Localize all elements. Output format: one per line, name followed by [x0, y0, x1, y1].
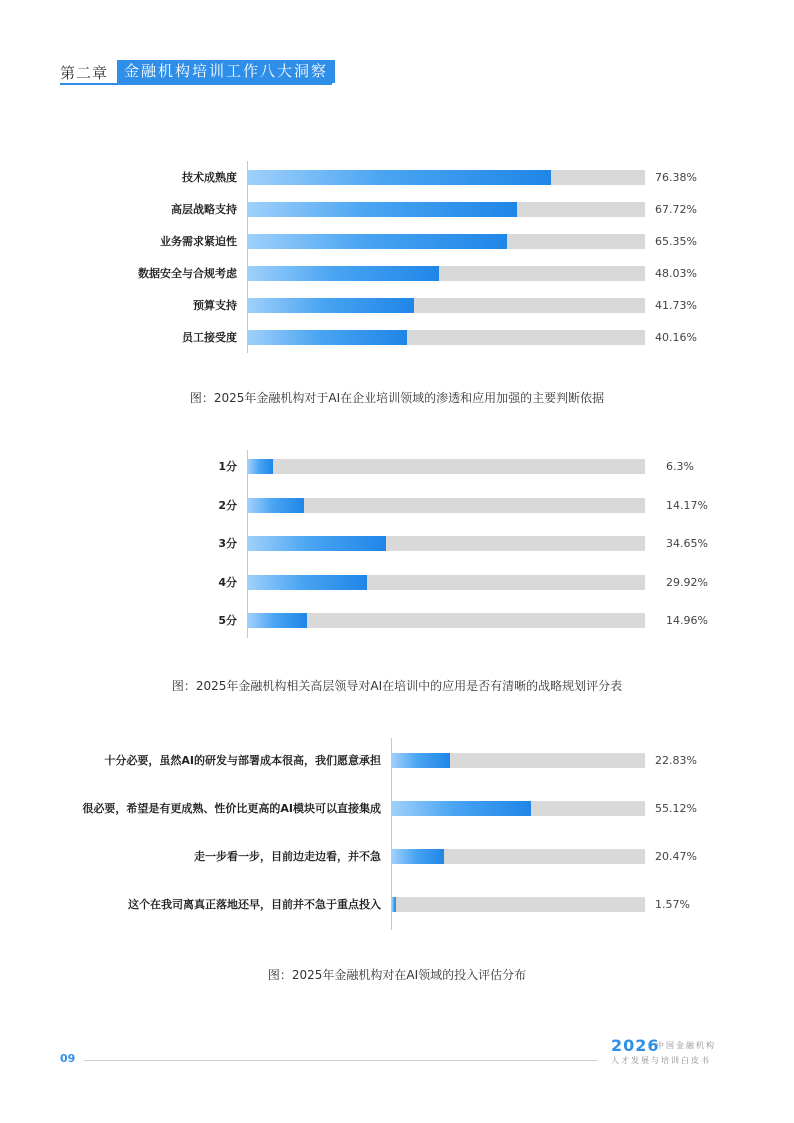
bar-track	[392, 897, 645, 912]
bar	[248, 459, 273, 474]
header-underline	[60, 83, 332, 85]
bar-category-label: 十分必要，虽然AI的研发与部署成本很高，我们愿意承担	[104, 754, 381, 767]
bar-track	[248, 330, 645, 345]
bar-track	[248, 575, 645, 590]
chart-caption-1: 图：2025年金融机构对于AI在企业培训领域的渗透和应用加强的主要判断依据	[189, 391, 605, 405]
bar-category-label: 数据安全与合规考虑	[138, 267, 237, 280]
footer-year: 2026	[611, 1036, 660, 1055]
bar	[392, 753, 450, 768]
bar-category-label: 技术成熟度	[182, 171, 237, 184]
bar-value-label: 34.65%	[666, 537, 708, 550]
bar	[248, 498, 304, 513]
bar-category-label: 2分	[218, 499, 237, 512]
bar	[392, 801, 531, 816]
bar-track	[248, 498, 645, 513]
bar-value-label: 14.17%	[666, 499, 708, 512]
bar-value-label: 41.73%	[655, 299, 697, 312]
bar-value-label: 76.38%	[655, 171, 697, 184]
bar-track	[392, 849, 645, 864]
footer-divider	[84, 1060, 598, 1061]
bar-category-label: 3分	[218, 537, 237, 550]
bar-value-label: 22.83%	[655, 754, 697, 767]
bar-category-label: 走一步看一步，目前边走边看，并不急	[194, 850, 381, 863]
bar-value-label: 6.3%	[666, 460, 694, 473]
bar	[248, 575, 367, 590]
bar-value-label: 67.72%	[655, 203, 697, 216]
bar-track	[248, 170, 645, 185]
bar-track	[248, 536, 645, 551]
bar-value-label: 20.47%	[655, 850, 697, 863]
bar-category-label: 5分	[218, 614, 237, 627]
bar	[248, 536, 386, 551]
bar-track	[248, 202, 645, 217]
bar	[248, 234, 507, 249]
chart-axis	[247, 161, 248, 353]
bar-track	[248, 234, 645, 249]
bar-category-label: 很必要，希望是有更成熟、性价比更高的AI模块可以直接集成	[82, 802, 381, 815]
bar	[248, 330, 407, 345]
bar-value-label: 40.16%	[655, 331, 697, 344]
bar-category-label: 预算支持	[193, 299, 237, 312]
bar-track	[248, 298, 645, 313]
bar-category-label: 员工接受度	[182, 331, 237, 344]
bar-track	[392, 801, 645, 816]
bar-category-label: 1分	[218, 460, 237, 473]
footer-subtitle-1: 中国金融机构	[656, 1041, 716, 1050]
chart-caption-2: 图：2025年金融机构相关高层领导对AI在培训中的应用是否有清晰的战略规划评分表	[171, 679, 623, 693]
bar	[392, 897, 396, 912]
bar-track	[248, 459, 645, 474]
bar	[248, 298, 414, 313]
bar-track	[392, 753, 645, 768]
page-number: 09	[60, 1052, 76, 1065]
bar-category-label: 4分	[218, 576, 237, 589]
bar-category-label: 这个在我司离真正落地还早，目前并不急于重点投入	[128, 898, 381, 911]
bar	[248, 613, 307, 628]
bar-value-label: 55.12%	[655, 802, 697, 815]
bar-category-label: 业务需求紧迫性	[160, 235, 237, 248]
bar	[392, 849, 444, 864]
chapter-number: 第二章	[60, 64, 109, 82]
bar-value-label: 48.03%	[655, 267, 697, 280]
bar	[248, 202, 517, 217]
bar-category-label: 高层战略支持	[171, 203, 237, 216]
bar-value-label: 14.96%	[666, 614, 708, 627]
chapter-title: 金融机构培训工作八大洞察	[117, 60, 335, 83]
bar-value-label: 29.92%	[666, 576, 708, 589]
chart-caption-3: 图：2025年金融机构对在AI领域的投入评估分布	[267, 968, 527, 982]
bar-value-label: 65.35%	[655, 235, 697, 248]
bar	[248, 170, 551, 185]
bar-track	[248, 266, 645, 281]
bar	[248, 266, 439, 281]
footer-subtitle-2: 人才发展与培训白皮书	[611, 1056, 711, 1065]
bar-value-label: 1.57%	[655, 898, 690, 911]
bar-track	[248, 613, 645, 628]
